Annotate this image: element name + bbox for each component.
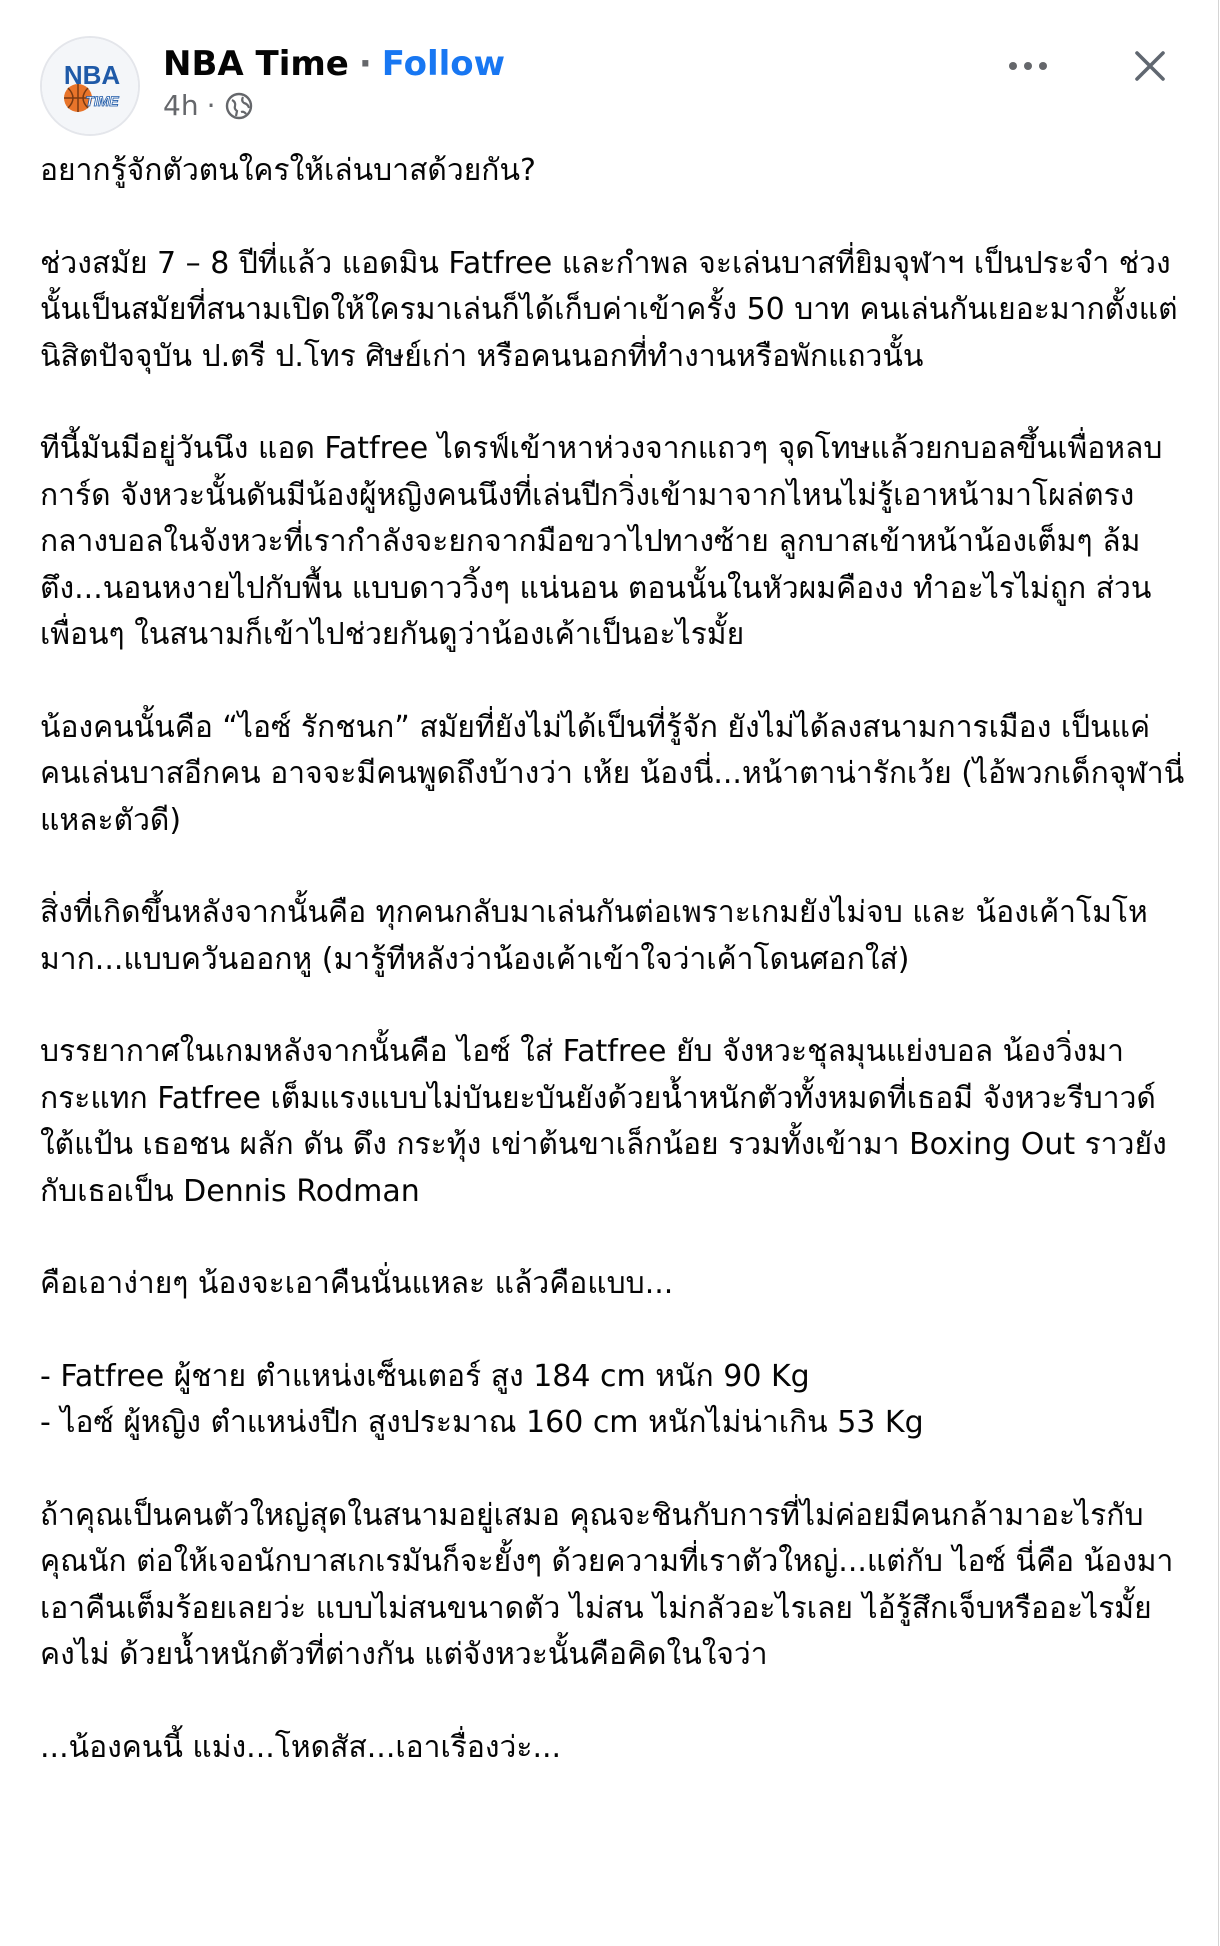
globe-icon	[223, 90, 255, 122]
post-paragraph-3: ทีนี้มันมีอยู่วันนึง แอด Fatfree ไดรฟ์เข้าหาห่วงจากแถวๆ จุดโทษแล้วยกบอลขึ้นเพื่อหลบการ์ด จังหวะนั้นดันมีน้องผู้หญิงคนนึงที่เล่นปีกวิ่งเข้ามาจากไหนไม่รู้เอาหน้ามาโผล่ตรงกลางบอลในจังหวะที่เรากำลังจะยกจากมือขวาไปทางซ้าย ลูกบาสเข้าหน้าน้องเต็มๆ ล้มตึง...นอนหงายไปกับพื้น แบบดาววิ้งๆ แน่นอน ตอนนั้นในหัวผมคืองง ทำอะไรไม่ถูก ส่วนเพื่อนๆ ในสนามก็เข้าไปช่วยกันดูว่าน้องเค้าเป็นอะไรมั้ย	[40, 431, 1163, 652]
logo-text-top: NBA	[63, 60, 121, 90]
more-horizontal-icon[interactable]	[998, 46, 1058, 86]
page-avatar[interactable]	[40, 36, 140, 136]
post-paragraph-4: น้องคนนั้นคือ “ไอซ์ รักชนก” สมัยที่ยังไม่ได้เป็นที่รู้จัก ยังไม่ได้ลงสนามการเมือง เป็นแค่คนเล่นบาสอีกคน อาจจะมีคนพูดถึงบ้างว่า เห้ย น้องนี่...หน้าตาน่ารักเว้ย (ไอ้พวกเด็กจุฬานี่แหละตัวดี)	[40, 709, 1185, 838]
name-line	[163, 42, 505, 86]
logo-text-bottom: TIME	[85, 93, 119, 109]
nba-time-logo	[42, 38, 138, 134]
post-paragraph-1: อยากรู้จักตัวตนใครให้เล่นบาสด้วยกัน?	[40, 153, 536, 188]
close-icon[interactable]	[1122, 38, 1178, 94]
meta-separator: ·	[206, 89, 216, 122]
follow-button[interactable]: Follow	[381, 44, 506, 84]
post-paragraph-9: ถ้าคุณเป็นคนตัวใหญ่สุดในสนามอยู่เสมอ คุณจะชินกับการที่ไม่ค่อยมีคนกล้ามาอะไรกับคุณนัก ต่อให้เจอนักบาสเกเรมันก็จะยั้งๆ ด้วยความที่เราตัวใหญ่...แต่กับ ไอซ์ นี่คือ น้องมาเอาคืนเต็มร้อยเลยว่ะ แบบไม่สนขนาดตัว ไม่สน ไม่กลัวอะไรเลย ไอ้รู้สึกเจ็บหรืออะไรมั้ย คงไม่ ด้วยน้ำหนักตัวที่ต่างกัน แต่จังหวะนั้นคือคิดในใจว่า	[40, 1497, 1174, 1672]
page-name-link[interactable]: NBA Time	[163, 44, 349, 84]
post-text	[40, 148, 1190, 1771]
post-paragraph-6: บรรยากาศในเกมหลังจากนั้นคือ ไอซ์ ใส่ Fatfree ยับ จังหวะชุลมุนแย่งบอล น้องวิ่งมากระแทก Fatfree เต็มแรงแบบไม่บันยะบันยังด้วยน้ำหนักตัวทั้งหมดที่เธอมี จังหวะรีบาวด์ใต้แป้น เธอชน ผลัก ดัน ดึง กระทุ้ง เข่าต้นขาเล็กน้อย รวมทั้งเข้ามา Boxing Out ราวยังกับเธอเป็น Dennis Rodman	[40, 1034, 1167, 1209]
post-paragraph-5: สิ่งที่เกิดขึ้นหลังจากนั้นคือ ทุกคนกลับมาเล่นกันต่อเพราะเกมยังไม่จบ และ น้องเค้าโมโหมาก...แบบควันออกหู (มารู้ทีหลังว่าน้องเค้าเข้าใจว่าเค้าโดนศอกใส่)	[40, 895, 1148, 977]
post-paragraph-7: คือเอาง่ายๆ น้องจะเอาคืนนั่นแหละ แล้วคือแบบ...	[40, 1266, 674, 1301]
post-stats-list: - Fatfree ผู้ชาย ตำแหน่งเซ็นเตอร์ สูง 184 cm หนัก 90 Kg - ไอซ์ ผู้หญิง ตำแหน่งปีก สูงประมาณ 160 cm หนักไม่น่าเกิน 53 Kg	[40, 1358, 924, 1440]
post-paragraph-2: ช่วงสมัย 7 – 8 ปีที่แล้ว แอดมิน Fatfree และกำพล จะเล่นบาสที่ยิมจุฬาฯ เป็นประจำ ช่วงนั้นเป็นสมัยที่สนามเปิดให้ใครมาเล่นก็ได้เก็บค่าเข้าครั้ง 50 บาท คนเล่นกันเยอะมากตั้งแต่นิสิตปัจจุบัน ป.ตรี ป.โทร ศิษย์เก่า หรือคนนอกที่ทำงานหรือพักแถวนั้น	[40, 245, 1178, 374]
name-separator: ·	[358, 44, 372, 84]
post-meta	[163, 86, 255, 126]
post-timestamp[interactable]: 4h	[163, 89, 199, 122]
post-header	[40, 36, 1178, 136]
post-paragraph-10: ...น้องคนนี้ แม่ง...โหดสัส...เอาเรื่องว่ะ...	[40, 1729, 562, 1765]
